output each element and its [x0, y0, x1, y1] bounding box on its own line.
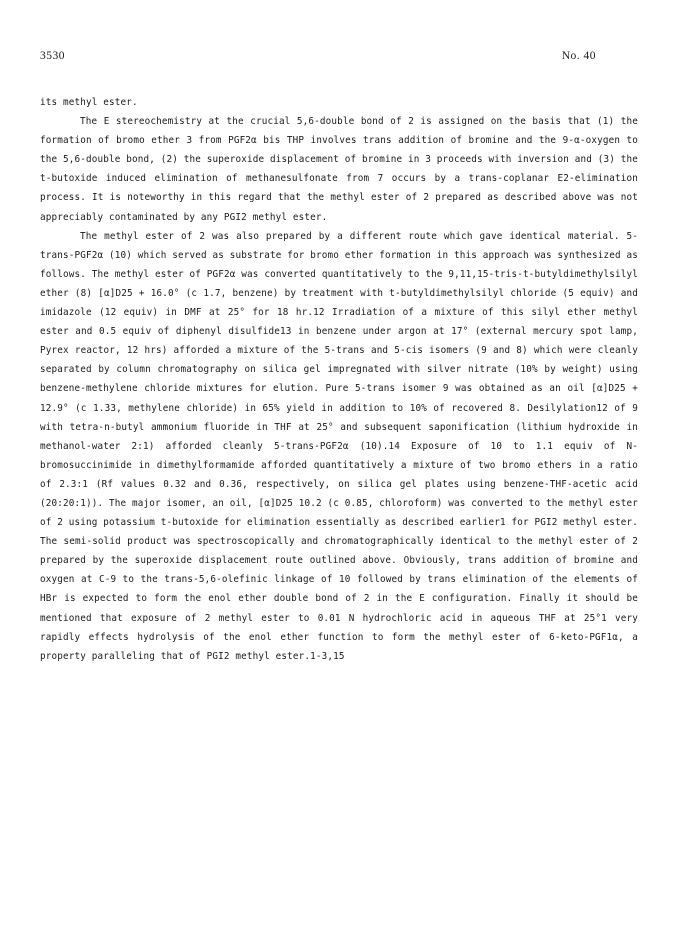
- page-header: [40, 50, 596, 62]
- paragraph-continuation: its methyl ester.: [40, 97, 138, 108]
- article-body: [40, 93, 638, 666]
- journal-issue: No. 40: [561, 50, 596, 62]
- paragraph-stereochemistry: The E stereochemistry at the crucial 5,6-double bond of 2 is assigned on the basis that (1) the formation of bromo ether 3 from PGF2α bis THP involves trans addition of bromine and the 9-α-oxygen to the 5,6-double bond, (2) the superoxide displacement of bromine in 3 proceeds with inversion and (3) the t-butoxide induced elimination of methanesulfonate from 7 occurs by a trans-coplanar E2-elimination process. It is noteworthy in this regard that the methyl ester of 2 prepared as described above was not appreciably contaminated by any PGI2 methyl ester.: [40, 116, 638, 223]
- paragraph-alternate-route: The methyl ester of 2 was also prepared by a different route which gave identical material. 5-trans-PGF2α (10) which served as substrate for bromo ether formation in this approach was synthesized as follows. The methyl ester of PGF2α was converted quantitatively to the 9,11,15-tris-t-butyldimethylsilyl ether (8) [α]D25 + 16.0° (c 1.7, benzene) by treatment with t-butyldimethylsilyl chloride (5 equiv) and imidazole (12 equiv) in DMF at 25° for 18 hr.12 Irradiation of a mixture of this silyl ether methyl ester and 0.5 equiv of diphenyl disulfide13 in benzene under argon at 17° (external mercury spot lamp, Pyrex reactor, 12 hrs) afforded a mixture of the 5-trans and 5-cis isomers (9 and 8) which were cleanly separated by column chromatography on silica gel impregnated with silver nitrate (10% by weight) using benzene-methylene chloride mixtures for elution. Pure 5-trans isomer 9 was obtained as an oil [α]D25 + 12.9° (c 1.33, methylene chloride) in 65% yield in addition to 10% of recovered 8. Desilylation12 of 9 with tetra-n-butyl ammonium fluoride in THF at 25° and subsequent saponification (lithium hydroxide in methanol-water 2:1) afforded cleanly 5-trans-PGF2α (10).14 Exposure of 10 to 1.1 equiv of N-bromosuccinimide in dimethylformamide afforded quantitatively a mixture of two bromo ethers in a ratio of 2.3:1 (Rf values 0.32 and 0.36, respectively, on silica gel plates using benzene-THF-acetic acid (20:20:1)). The major isomer, an oil, [α]D25 10.2 (c 0.85, chloroform) was converted to the methyl ester of 2 using potassium t-butoxide for elimination essentially as described earlier1 for PGI2 methyl ester. The semi-solid product was spectroscopically and chromatographically identical to the methyl ester of 2 prepared by the superoxide displacement route outlined above. Obviously, trans addition of bromine and oxygen at C-9 to the trans-5,6-olefinic linkage of 10 followed by trans elimination of the elements of HBr is expected to form the enol ether double bond of 2 in the E configuration. Finally it should be mentioned that exposure of 2 methyl ester to 0.01 N hydrochloric acid in aqueous THF at 25°1 very rapidly effects hydrolysis of the enol ether function to form the methyl ester of 6-keto-PGF1α, a property paralleling that of PGI2 methyl ester.1-3,15: [40, 230, 638, 662]
- page-number: 3530: [40, 50, 65, 62]
